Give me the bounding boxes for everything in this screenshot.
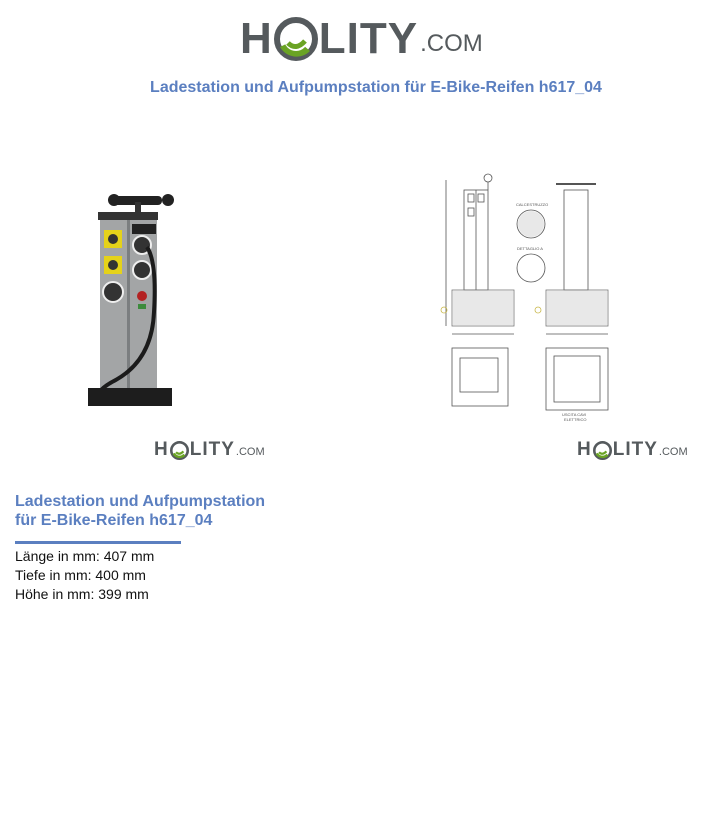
logo-tld: .COM	[658, 446, 688, 458]
spec-depth: Tiefe in mm: 400 mm	[15, 567, 146, 583]
logo-tld: .COM	[235, 446, 265, 458]
logo-letters: LITY	[612, 439, 658, 460]
logo-letters: LITY	[318, 14, 419, 63]
drawing-label-detail: DETTAGLIO A	[517, 246, 543, 251]
drawing-label-cable-exit-2: ELETTRICO	[564, 417, 587, 422]
heading-divider	[15, 541, 181, 544]
logo-letter-h: H	[154, 439, 169, 460]
holity-o-logo-icon	[593, 441, 612, 460]
holity-watermark-left	[154, 437, 265, 463]
logo-letter-h: H	[577, 439, 592, 460]
spec-list	[15, 547, 154, 604]
holity-o-logo-icon	[274, 17, 318, 61]
product-heading-line2: für E-Bike-Reifen h617_04	[15, 512, 213, 529]
holity-watermark-right	[577, 437, 688, 463]
product-heading-line1: Ladestation und Aufpumpstation	[15, 493, 266, 510]
spec-length: Länge in mm: 407 mm	[15, 548, 155, 564]
spec-height: Höhe in mm: 399 mm	[15, 586, 149, 602]
logo-tld: .COM	[420, 30, 483, 57]
holity-o-logo-icon	[170, 441, 189, 460]
logo-letter-h: H	[240, 14, 273, 63]
product-heading	[15, 492, 315, 530]
technical-drawing[interactable]	[438, 172, 618, 424]
product-photo[interactable]	[82, 192, 176, 410]
holity-logo[interactable]	[240, 14, 483, 64]
drawing-label-cable-exit-1: USCITA CAVI	[562, 412, 587, 417]
drawing-label-material: CALCESTRUZZO	[516, 202, 549, 207]
page-title: Ladestation und Aufpumpstation für E-Bike-Reifen h617_04	[150, 79, 602, 96]
logo-letters: LITY	[189, 439, 235, 460]
